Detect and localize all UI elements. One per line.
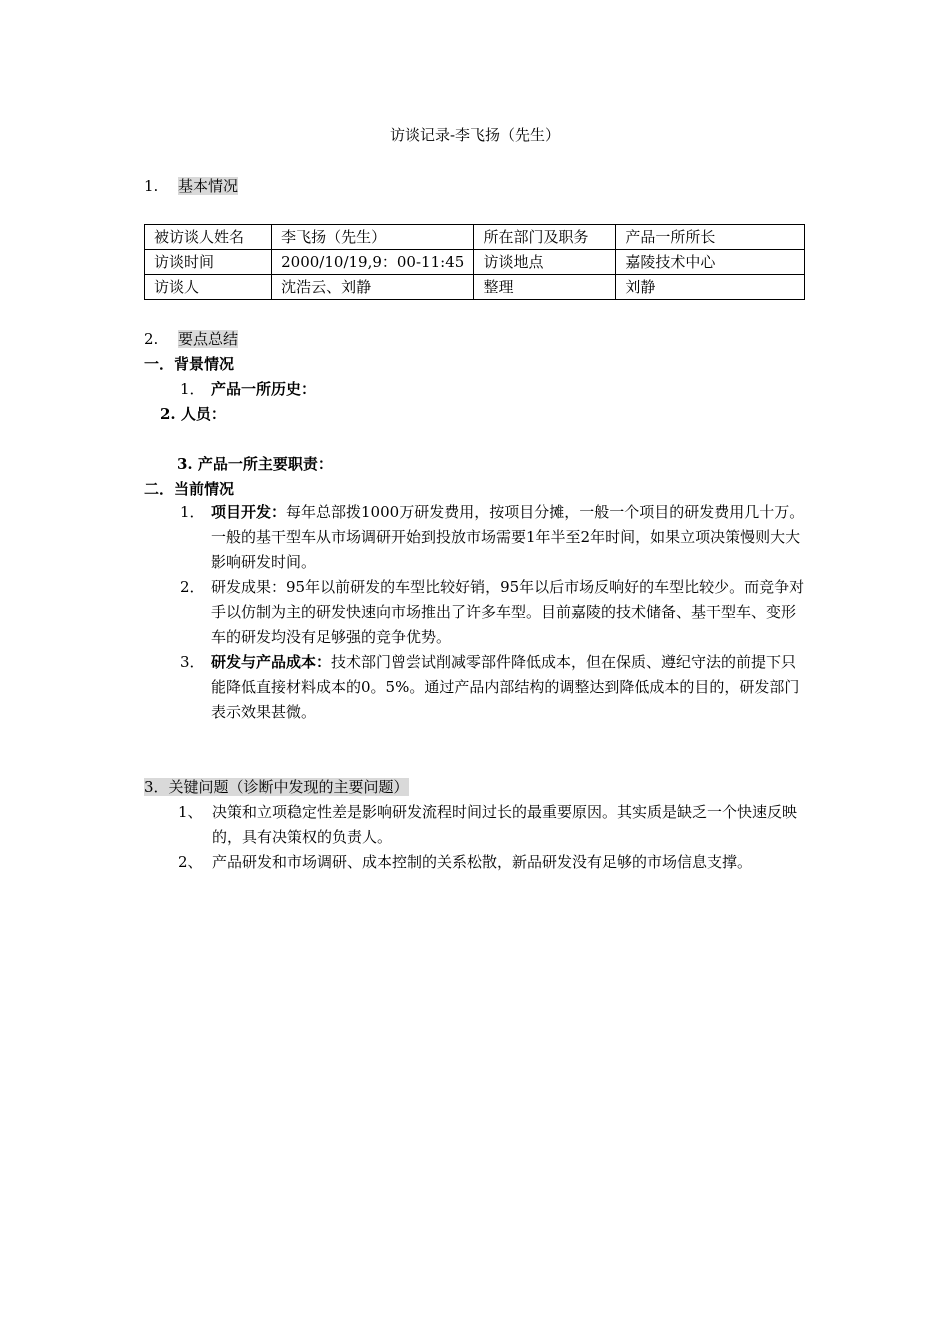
item-text: 产品研发和市场调研、成本控制的关系松散，新品研发没有足够的市场信息支撑。 — [212, 853, 753, 871]
history-label: 产品一所历史： — [211, 380, 317, 398]
table-row — [145, 225, 805, 250]
table-cell: 产品一所所长 — [616, 225, 805, 250]
staff-item: 2. 人员： — [160, 405, 226, 423]
table-cell: 访谈地点 — [474, 250, 616, 275]
current-item-3 — [180, 650, 806, 725]
item-number: 2、 — [178, 853, 203, 871]
section-3-label: 3．关键问题（诊断中发现的主要问题） — [144, 778, 409, 796]
table-row — [145, 275, 805, 300]
section-1-label: 基本情况 — [178, 177, 239, 195]
item-number: 2． — [180, 578, 205, 596]
current-heading: 二．当前情况 — [144, 480, 235, 498]
item-text: 技术部门曾尝试削减零部件降低成本，但在保质、遵纪守法的前提下只能降低直接材料成本的0。5%。通过产品内部结构的调整达到降低成本的目的，研发部门表示效果甚微。 — [211, 653, 800, 721]
history-item — [180, 379, 316, 399]
item-number: 1、 — [178, 803, 203, 821]
table-cell: 沈浩云、刘静 — [272, 275, 474, 300]
section-1-heading — [144, 176, 238, 196]
table-cell: 2000/10/19,9：00-11:45 — [272, 250, 474, 275]
current-item-2 — [180, 575, 806, 650]
section-3-heading — [144, 777, 409, 797]
item-number: 1． — [180, 503, 205, 521]
table-cell: 被访谈人姓名 — [145, 225, 272, 250]
issue-item-2 — [178, 850, 818, 875]
table-row — [145, 250, 805, 275]
section-2-number: 2. — [144, 330, 159, 348]
table-cell: 访谈人 — [145, 275, 272, 300]
item-number: 3． — [180, 653, 205, 671]
table-cell: 整理 — [474, 275, 616, 300]
table-cell: 刘静 — [616, 275, 805, 300]
history-number: 1． — [180, 380, 205, 398]
table-cell: 所在部门及职务 — [474, 225, 616, 250]
item-text: 每年总部拨1000万研发费用，按项目分摊，一般一个项目的研发费用几十万。一般的基干型车从市场调研开始到投放市场需要1年半至2年时间，如果立项决策慢则大大影响研发时间。 — [211, 503, 805, 571]
section-2-label: 要点总结 — [178, 330, 239, 348]
section-1-number: 1. — [144, 177, 159, 195]
document-title: 访谈记录-李飞扬（先生） — [389, 126, 561, 144]
basic-info-table — [144, 224, 805, 300]
item-lead: 项目开发： — [211, 503, 287, 521]
item-text: 研发成果：95年以前研发的车型比较好销，95年以后市场反响好的车型比较少。而竞争对手以仿制为主的研发快速向市场推出了许多车型。目前嘉陵的技术储备、基干型车、变形车的研发均没有足够强的竞争优势。 — [211, 578, 805, 646]
section-2-heading — [144, 329, 238, 349]
item-text: 决策和立项稳定性差是影响研发流程时间过长的最重要原因。其实质是缺乏一个快速反映的，具有决策权的负责人。 — [212, 803, 798, 846]
table-cell: 嘉陵技术中心 — [616, 250, 805, 275]
table-cell: 李飞扬（先生） — [272, 225, 474, 250]
current-item-1 — [180, 500, 806, 575]
background-heading: 一．背景情况 — [144, 355, 235, 373]
table-cell: 访谈时间 — [145, 250, 272, 275]
item-lead: 研发与产品成本： — [211, 653, 332, 671]
duties-item: 3. 产品一所主要职责： — [177, 455, 333, 473]
issue-item-1 — [178, 800, 806, 850]
